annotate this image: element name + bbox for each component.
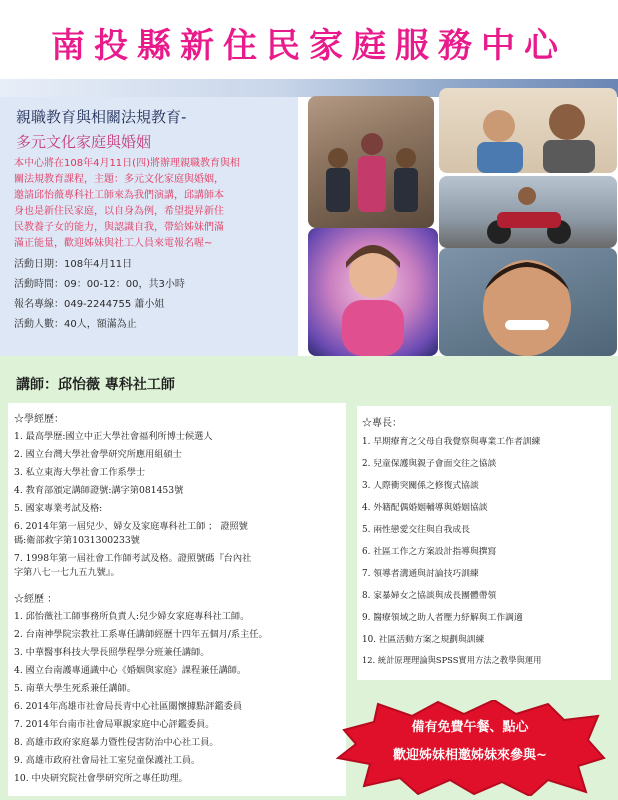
father-son-photo-figures <box>439 88 617 173</box>
child-closeup-photo <box>439 248 617 356</box>
event-capacity: 活動人數：40人，額滿為止 <box>14 319 137 330</box>
child-closeup-figure <box>439 248 617 356</box>
education-item: 3. 私立東海大學社會工作系學士 <box>14 467 146 478</box>
expertise-item: 6. 社區工作之方案設計指導與撰寫 <box>362 547 497 557</box>
expertise-item: 1. 早期療育之父母自我覺察與專業工作者訓練 <box>362 437 541 447</box>
expertise-item: 4. 外籍配偶婚姻輔導與婚姻協談 <box>362 503 488 513</box>
expertise-item: 2. 兒童保護與親子會面交往之協談 <box>362 459 497 469</box>
family-photo <box>308 96 434 228</box>
event-date: 活動日期：108年4月11日 <box>14 259 133 270</box>
expertise-item: 5. 兩性戀愛交往與自我成長 <box>362 525 470 535</box>
expertise-item: 7. 領導者溝通與討論技巧訓練 <box>362 569 479 579</box>
education-item: 碼:衛部救字第1031300233號 <box>14 535 140 546</box>
education-item: 1. 最高學歷:國立中正大學社會福利所博士候選人 <box>14 431 213 442</box>
motorcycle-photo-figures <box>439 176 617 248</box>
registration-phone: 報名專線：049-2244755 蕭小姐 <box>14 299 165 310</box>
experience-item: 9. 高雄市政府社會局社工室兒童保護社工員。 <box>14 755 201 766</box>
experience-item: 6. 2014年高雄市社會局長青中心社區關懷據點評鑑委員 <box>14 701 243 712</box>
intro-line: 邀請邱怡薇專科社工師來為我們演講，邱講師本 <box>14 190 224 201</box>
experience-item: 5. 南華大學生死系兼任講師。 <box>14 683 136 694</box>
experience-item: 2. 台南神學院宗教社工系專任講師經歷十四年五個月/系主任。 <box>14 629 268 640</box>
photo-collage <box>306 88 618 356</box>
education-heading: ☆學經歷： <box>14 414 64 425</box>
experience-item: 8. 高雄市政府家庭暴力暨性侵害防治中心社工員。 <box>14 737 219 748</box>
expertise-item: 8. 家暴婦女之協談與成長團體帶領 <box>362 591 497 601</box>
experience-item: 1. 邱怡薇社工師事務所負責人:兒少婦女家庭專科社工師。 <box>14 611 250 622</box>
lecturer-portrait-figure <box>308 228 438 356</box>
event-subtitle-1: 親職教育與相關法規教育- <box>16 108 187 126</box>
education-item: 2. 國立台灣大學社會學研究所應用組碩士 <box>14 449 182 460</box>
education-item: 字第八七一七九五九號』。 <box>14 567 120 578</box>
intro-line: 本中心將在108年4月11日(四)將辦理親職教育與相 <box>14 158 240 169</box>
event-subtitle-2: 多元文化家庭與婚姻 <box>16 133 152 151</box>
promo-line-2: 歡迎姊妹相邀姊妹來參與~ <box>393 748 547 763</box>
experience-item: 10. 中央研究院社會學研究所之專任助理。 <box>14 773 188 784</box>
experience-item: 3. 中華醫事科技大學長照學程學分班兼任講師。 <box>14 647 210 658</box>
intro-line: 民教養子女的能力，與認識自我，帶給姊妹們滿 <box>14 222 224 233</box>
intro-line: 身也是新住民家庭，以自身為例，希望提昇新住 <box>14 206 224 217</box>
lecturer-portrait <box>308 228 438 356</box>
experience-item: 4. 國立台南護專通識中心《婚姻與家庭》課程兼任講師。 <box>14 665 247 676</box>
motorcycle-photo <box>439 176 617 248</box>
promo-line-1: 備有免費午餐、點心 <box>411 720 529 735</box>
education-item: 7. 1998年第一屆社會工作師考試及格。證照號碼『台內社 <box>14 553 252 564</box>
education-item: 4. 教育部頒定講師證號:講字第081453號 <box>14 485 184 496</box>
expertise-item: 9. 醫療領域之助人者壓力紓解與工作調適 <box>362 613 523 623</box>
main-title: 南投縣新住民家庭服務中心 <box>51 26 567 66</box>
expertise-heading: ☆專長： <box>362 418 402 429</box>
event-intro <box>14 156 290 252</box>
father-son-photo <box>439 88 617 173</box>
education-item: 6. 2014年第一屆兒少、婦女及家庭專科社工師 ； 證照號 <box>14 521 248 532</box>
intro-line: 關法規教育課程，主題：多元文化家庭與婚姻， <box>14 174 224 185</box>
expertise-item: 10. 社區活動方案之規劃與訓練 <box>362 635 485 645</box>
expertise-item: 3. 人際衝突關係之修復式協談 <box>362 481 479 491</box>
event-time: 活動時間：09：00-12：00，共3小時 <box>14 279 185 290</box>
expertise-item: 12. 統計原理理論與SPSS實用方法之教學與運用 <box>362 655 542 665</box>
experience-heading: ☆經歷 ： <box>14 594 58 605</box>
intro-line: 滿正能量，歡迎姊妹與社工人員來電報名喔~ <box>14 238 213 249</box>
lecturer-name: 講師：邱怡薇 專科社工師 <box>16 377 175 393</box>
experience-item: 7. 2014年台南市社會局單親家庭中心評鑑委員。 <box>14 719 215 730</box>
family-photo-figures <box>308 96 434 228</box>
education-item: 5. 國家專業考試及格: <box>14 503 103 514</box>
